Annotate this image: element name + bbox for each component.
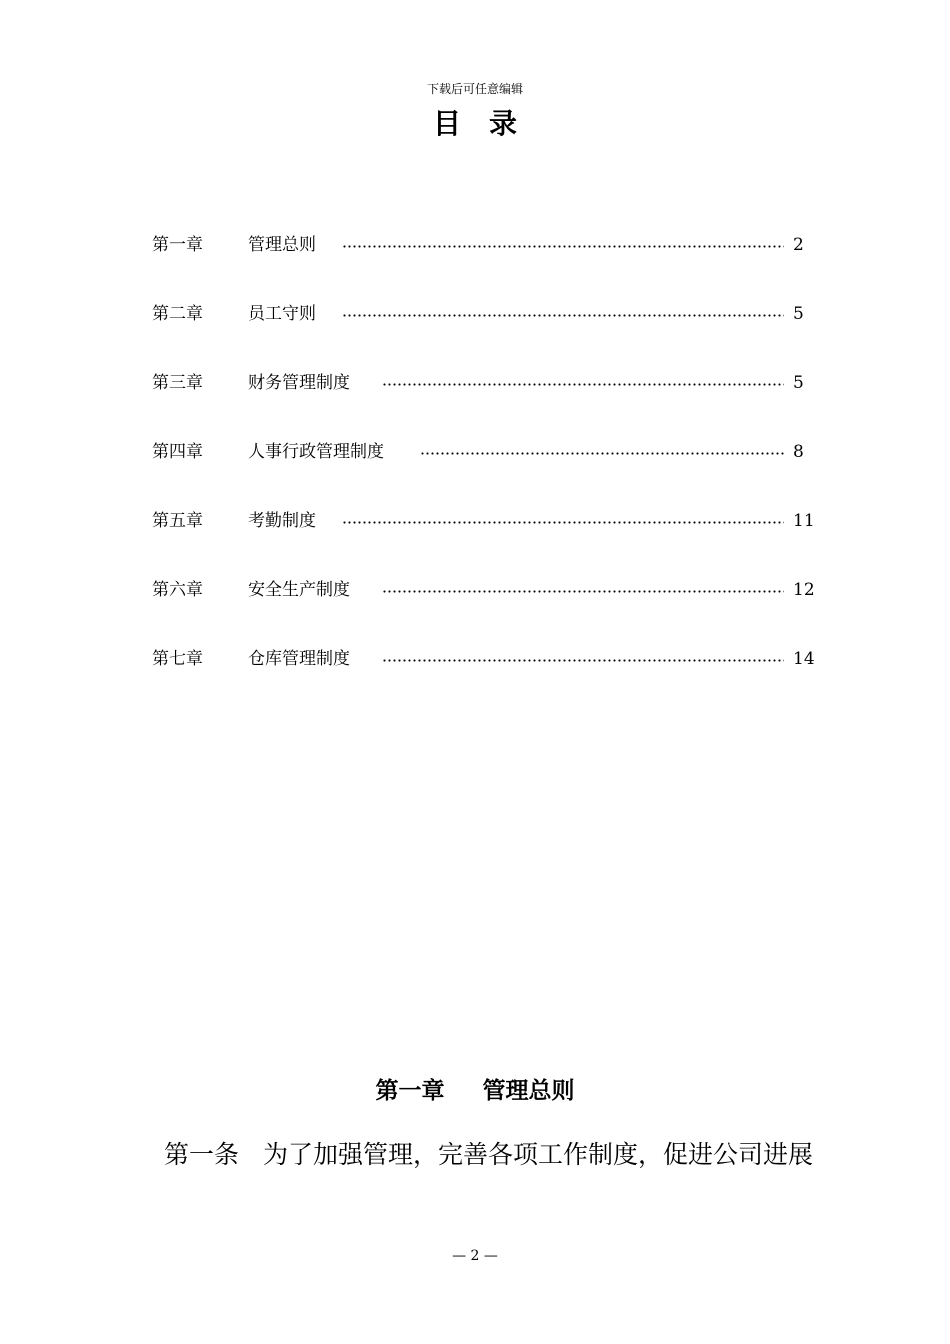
toc-chapter-name: 人事行政管理制度 <box>248 438 394 466</box>
toc-chapter-number: 第一章 <box>152 235 203 255</box>
article-label: 第一条 <box>164 1140 240 1169</box>
toc-page-number: 2 <box>793 235 804 255</box>
toc-chapter-name: 财务管理制度 <box>248 369 360 397</box>
toc-chapter-name: 考勤制度 <box>248 507 326 535</box>
toc-chapter-number: 第六章 <box>152 580 203 600</box>
toc-title-right: 录 <box>489 107 518 140</box>
toc-entry[interactable] <box>152 300 822 369</box>
header-note: 下载后可任意编辑 <box>426 82 523 96</box>
page-number-footer: — 2 — <box>452 1248 498 1264</box>
article-text: 为了加强管理，完善各项工作制度，促进公司进展 <box>263 1140 814 1169</box>
article-paragraph <box>164 1136 864 1174</box>
toc-entry[interactable] <box>152 438 822 507</box>
dot-leader <box>342 243 784 249</box>
toc-entry[interactable] <box>152 231 822 300</box>
dot-leader <box>382 588 784 594</box>
toc-title <box>0 106 950 142</box>
toc-page-number: 8 <box>793 442 804 462</box>
toc-chapter-number: 第四章 <box>152 442 203 462</box>
chapter-heading <box>0 1074 950 1108</box>
toc-chapter-name: 员工守则 <box>248 300 326 328</box>
toc-page-number: 14 <box>793 649 815 669</box>
toc-page-number: 5 <box>793 304 804 324</box>
toc-chapter-number: 第二章 <box>152 304 203 324</box>
dot-leader <box>342 519 784 525</box>
toc-page-number: 11 <box>793 511 815 531</box>
dot-leader <box>382 657 784 663</box>
toc-page-number: 12 <box>793 580 815 600</box>
dot-leader <box>382 381 784 387</box>
chapter-number: 第一章 <box>375 1078 445 1104</box>
toc-entry[interactable] <box>152 645 822 714</box>
toc-chapter-name: 安全生产制度 <box>248 576 360 604</box>
toc-title-left: 目 <box>432 107 461 140</box>
dot-leader <box>342 312 784 318</box>
toc-chapter-number: 第三章 <box>152 373 203 393</box>
toc-chapter-number: 第五章 <box>152 511 203 531</box>
toc-chapter-name: 仓库管理制度 <box>248 645 360 673</box>
toc-entry[interactable] <box>152 576 822 645</box>
toc-chapter-name: 管理总则 <box>248 231 326 259</box>
dot-leader <box>420 450 784 456</box>
toc-chapter-number: 第七章 <box>152 649 203 669</box>
chapter-title: 管理总则 <box>482 1078 575 1104</box>
toc-entry[interactable] <box>152 507 822 576</box>
toc-entry[interactable] <box>152 369 822 438</box>
table-of-contents <box>152 231 822 714</box>
toc-page-number: 5 <box>793 373 804 393</box>
